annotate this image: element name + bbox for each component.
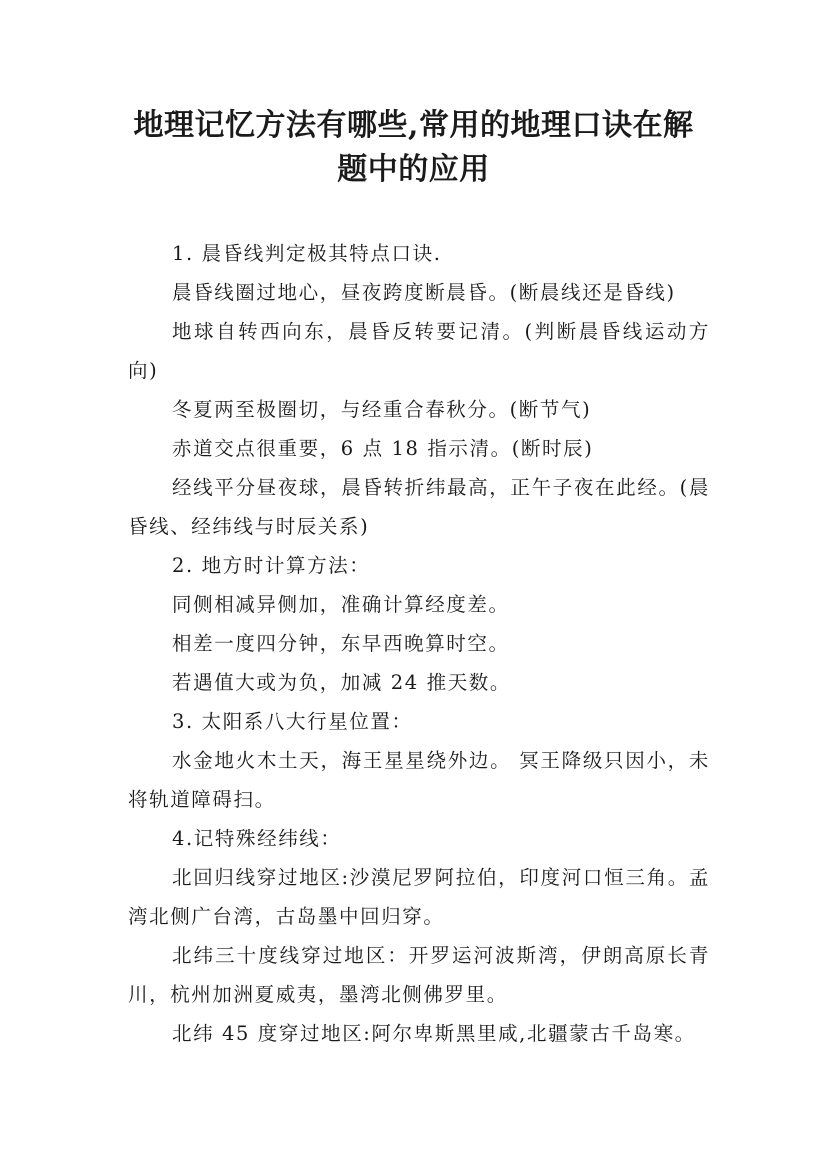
paragraph: 冬夏两至极圈切，与经重合春秋分。(断节气) — [172, 398, 592, 421]
document-title — [100, 104, 727, 192]
paragraph: 北回归线穿过地区:沙漠尼罗阿拉伯，印度河口恒三角。孟湾北侧广台湾，古岛墨中回归穿。 — [128, 866, 710, 928]
paragraph: 地球自转西向东，晨昏反转要记清。(判断晨昏线运动方向) — [128, 320, 710, 382]
paragraph: 水金地火木土天，海王星星绕外边。 冥王降级只因小，未将轨道障碍扫。 — [128, 749, 710, 811]
title-line-2: 题中的应用 — [337, 152, 490, 187]
paragraph: 相差一度四分钟，东早西晚算时空。 — [172, 632, 510, 655]
paragraph: 北纬三十度线穿过地区：开罗运河波斯湾，伊朗高原长青川，杭州加洲夏威夷，墨湾北侧佛罗里。 — [128, 944, 710, 1006]
section-heading-latitudes: 4.记特殊经纬线： — [172, 827, 342, 850]
paragraph: 赤道交点很重要，6 点 18 指示清。(断时辰) — [172, 437, 594, 460]
paragraph: 经线平分昼夜球，晨昏转折纬最高，正午子夜在此经。(晨昏线、经纬线与时辰关系) — [128, 476, 710, 538]
section-heading-planets: 3. 太阳系八大行星位置： — [172, 710, 413, 733]
paragraph: 晨昏线圈过地心，昼夜跨度断晨昏。(断晨线还是昏线) — [172, 281, 676, 304]
title-line-1: 地理记忆方法有哪些,常用的地理口诀在解 — [133, 108, 694, 143]
section-heading-local-time: 2. 地方时计算方法： — [172, 554, 371, 577]
paragraph: 北纬 45 度穿过地区:阿尔卑斯黑里咸,北疆蒙古千岛寒。 — [172, 1022, 696, 1045]
paragraph: 若遇值大或为负，加减 24 推天数。 — [172, 671, 512, 694]
paragraph: 同侧相减异侧加，准确计算经度差。 — [172, 593, 510, 616]
section-heading-terminator: 1. 晨昏线判定极其特点口诀. — [172, 242, 442, 265]
document-body — [128, 234, 710, 1053]
